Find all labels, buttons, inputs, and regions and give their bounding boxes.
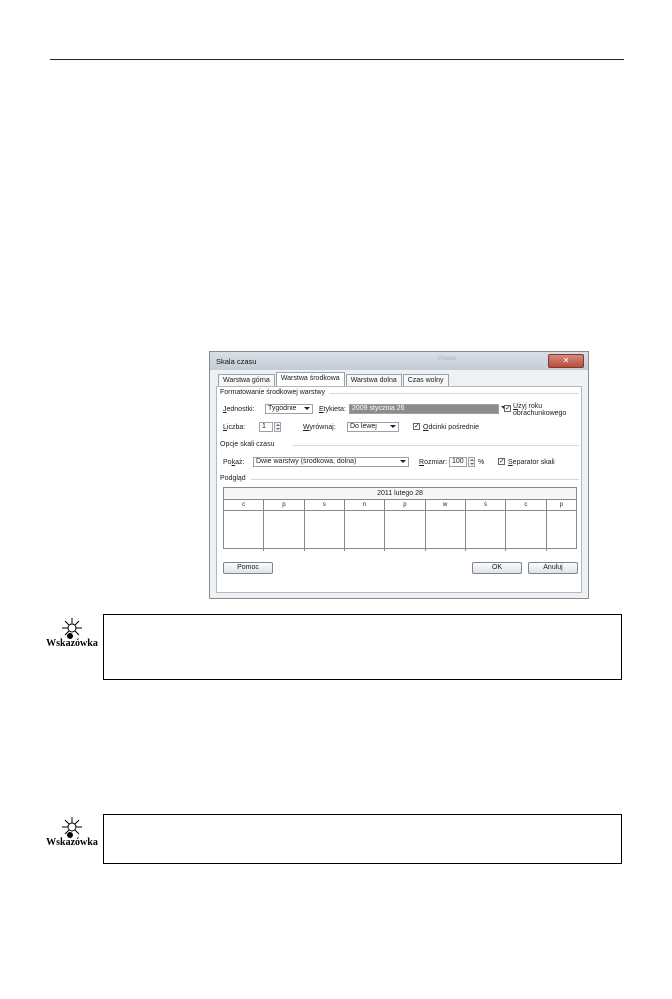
cancel-button[interactable]: Anuluj [528,562,578,574]
preview-cell [305,511,345,551]
units-select[interactable] [265,404,313,414]
timescale-dialog [209,351,589,599]
section-divider [293,445,579,446]
preview-day: c [224,500,264,510]
ok-button[interactable]: OK [472,562,522,574]
preview-cell [466,511,506,551]
preview-day: p [559,502,563,508]
preview-day: p [385,500,425,510]
count-label: Liczba: [223,424,246,431]
section-divider [329,393,579,394]
separator-checkbox[interactable]: ✓ [499,458,505,465]
size-value: 100 [452,458,464,465]
page-header-rule [50,59,624,60]
size-label: Rozmiar: [419,459,448,466]
size-spinner[interactable] [468,457,475,467]
units-value: Tygodnie [268,405,297,412]
preview-day: s [305,500,345,510]
lightbulb-icon [57,815,87,839]
tab-middle-tier[interactable]: Warstwa środkowa [276,372,345,387]
tab-bar [218,374,450,386]
dialog-title: Skala czasu [216,357,257,366]
preview-day: c [506,500,546,510]
close-icon: ✕ [562,356,570,365]
fiscal-year-label: Użyj roku obrachunkowego [513,403,567,417]
tab-top-tier[interactable]: Warstwa górna [218,374,275,387]
preview-day: p [264,500,304,510]
ticks-label: Odcinki pośrednie [423,424,480,431]
align-label: Wyrównaj: [303,424,336,431]
preview-cell [547,511,576,551]
tip-box-1 [103,614,622,680]
chevron-down-icon [400,460,406,463]
show-value: Dwie warstwy (środkowa, dolna) [256,458,357,465]
label-label: Etykieta: [319,406,346,413]
tab-bottom-tier[interactable]: Warstwa dolna [346,374,402,387]
preview-day: w [426,500,466,510]
tab-nonworking-time[interactable]: Czas wolny [403,374,449,387]
preview-body [224,511,576,551]
preview-cell [506,511,546,551]
preview-cell [385,511,425,551]
lightbulb-icon [57,616,87,640]
preview-day: ś [466,500,506,510]
align-value: Do lewej [350,423,377,430]
size-unit: % [478,459,485,466]
tip-label: Wskazówka [46,638,98,649]
tip-icon-2 [42,815,102,848]
timescale-preview [223,487,577,549]
preview-day-row [224,500,576,511]
count-input[interactable] [259,422,273,432]
close-button[interactable] [548,354,584,368]
preview-cell [345,511,385,551]
section-format-label: Formatowanie środkowej warstwy [220,389,326,396]
label-value: 2009 stycznia 26 [352,405,405,412]
section-options-label: Opcje skali czasu [220,441,275,448]
section-preview-label: Podgląd [220,475,246,482]
tip-icon-1 [42,616,102,649]
show-label: Pokaż: [223,459,245,466]
preview-header: 2011 lutego 28 [224,488,576,500]
count-spinner[interactable] [274,422,281,432]
chevron-down-icon [390,425,396,428]
tip-label: Wskazówka [46,837,98,848]
help-button[interactable]: Pomoc [223,562,273,574]
preview-cell [224,511,264,551]
preview-day: n [345,500,385,510]
section-divider [251,479,579,480]
chevron-down-icon [304,407,310,410]
separator-label: Separator skali [508,459,555,466]
tab-panel [216,386,582,593]
align-select[interactable] [347,422,399,432]
units-label: Jednostki: [223,406,255,413]
preview-cell [426,511,466,551]
preview-cell [264,511,304,551]
dialog-titlebar[interactable] [210,352,588,370]
tip-box-2 [103,814,622,864]
size-input[interactable] [449,457,467,467]
label-select[interactable] [349,404,499,414]
titlebar-ghost-text: Proces [438,356,457,362]
count-value: 1 [262,423,266,430]
show-select[interactable] [253,457,409,467]
fiscal-year-checkbox[interactable]: ✓ [505,405,511,412]
ticks-checkbox[interactable]: ✓ [414,423,420,430]
